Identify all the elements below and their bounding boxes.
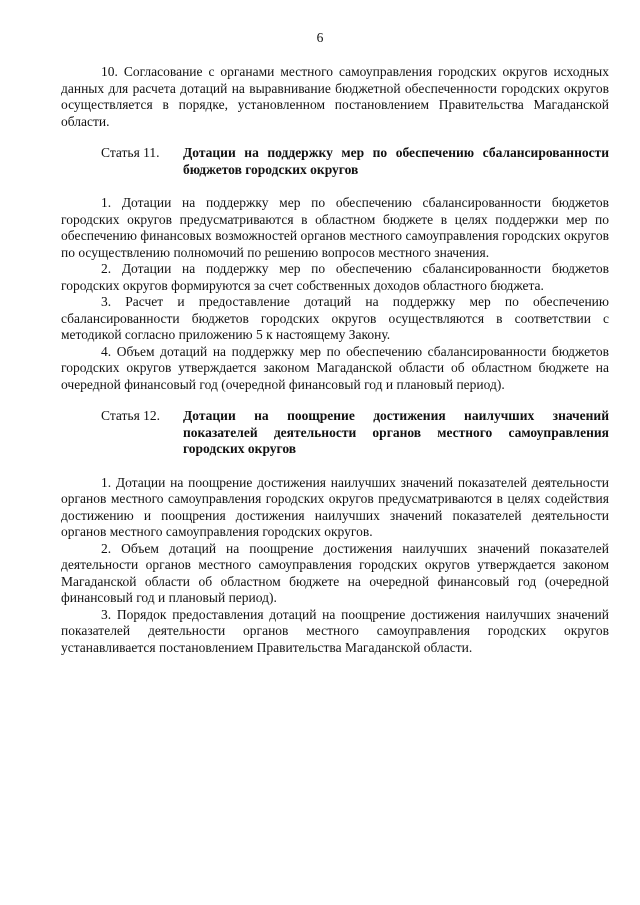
- article-11-paragraph-4: 4. Объем дотаций на поддержку мер по обеспечению сбалансированности бюджетов городских округов утверждается законом Магаданской области об областном бюджете на очередной финансовый год (очередной финансовый год и плановый период).: [61, 343, 609, 392]
- page-number: 6: [316, 30, 324, 45]
- article-11-heading: [61, 145, 609, 178]
- article-label: Статья 11.: [101, 145, 160, 160]
- article-11-paragraph-2: 2. Дотации на поддержку мер по обеспечению сбалансированности бюджетов городских округов формируются за счет собственных доходов областного бюджета.: [61, 261, 609, 293]
- article-title: Дотации на поощрение достижения наилучших значений показателей деятельности органов местного самоуправления городских округов: [183, 408, 609, 456]
- article-12-paragraph-2: 2. Объем дотаций на поощрение достижения наилучших значений показателей деятельности органов местного самоуправления городских округов утверждается законом Магаданской области об областном бюджете на очередной финансовый год (очередной финансовый год и плановый период).: [61, 540, 609, 605]
- article-label: Статья 12.: [101, 408, 161, 423]
- article-11-paragraph-1: 1. Дотации на поддержку мер по обеспечению сбалансированности бюджетов городских округов предусматриваются в областном бюджете в целях поддержки мер по обеспечению финансовых возможностей органов местного самоуправления городских округов по осуществлению полномочий по решению вопросов местного значения.: [61, 195, 609, 260]
- intro-paragraph: 10. Согласование с органами местного самоуправления городских округов исходных данных для расчета дотаций на выравнивание бюджетной обеспеченности городских округов осуществляется в порядке, установленном постановлением Правительства Магаданской области.: [61, 64, 609, 129]
- article-title: Дотации на поддержку мер по обеспечению сбалансированности бюджетов городских округов: [183, 145, 609, 177]
- document-body: [61, 64, 609, 656]
- article-12-heading: [61, 408, 609, 458]
- article-12-paragraph-3: 3. Порядок предоставления дотаций на поощрение достижения наилучших значений показателей деятельности органов местного самоуправления городских округов устанавливается постановлением Правительства Магаданской области.: [61, 606, 609, 655]
- article-11-paragraph-3: 3. Расчет и предоставление дотаций на поддержку мер по обеспечению сбалансированности бюджетов городских округов осуществляются в соответствии с методикой согласно приложению 5 к настоящему Закону.: [61, 294, 609, 342]
- article-12-paragraph-1: 1. Дотации на поощрение достижения наилучших значений показателей деятельности органов местного самоуправления городских округов предусматриваются в целях содействия достижению и поощрения достижения наилучших значений показателей деятельности органов местного самоуправления городских округов.: [61, 474, 609, 539]
